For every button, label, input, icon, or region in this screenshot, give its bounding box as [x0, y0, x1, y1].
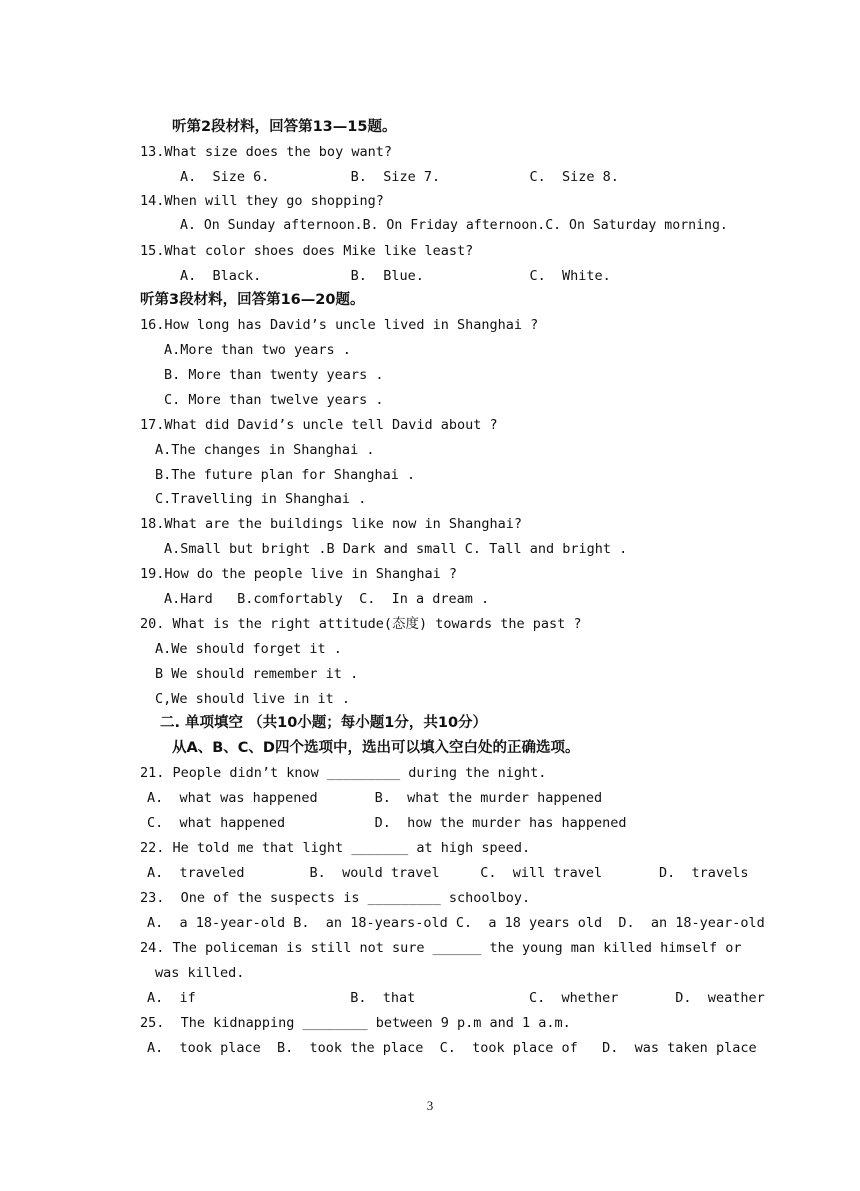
question-13: 13.What size does the boy want? — [140, 144, 392, 160]
question-19: 19.How do the people live in Shanghai ? — [140, 566, 457, 582]
section-heading-part2: 听第2段材料，回答第13—15题。 — [172, 119, 397, 135]
question-21: 21. People didn’t know _________ during the night. — [140, 765, 547, 781]
options-19: A.Hard B.comfortably C. In a dream . — [164, 591, 490, 607]
options-24: A. if B. that C. whether D. weather — [147, 990, 765, 1006]
question-15: 15.What color shoes does Mike like least? — [140, 243, 474, 259]
page-number: 3 — [426, 1098, 434, 1113]
option-17b: B.The future plan for Shanghai . — [155, 467, 416, 483]
question-23: 23. One of the suspects is _________ schoolboy. — [140, 890, 531, 906]
question-24: 24. The policeman is still not sure ______ the young man killed himself or — [140, 940, 742, 956]
options-15: A. Black. B. Blue. C. White. — [180, 268, 611, 284]
options-22: A. traveled B. would travel C. will travel D. travels — [147, 865, 749, 881]
question-22: 22. He told me that light _______ at high speed. — [140, 840, 531, 856]
section-instructions: 从A、B、C、D四个选项中，选出可以填入空白处的正确选项。 — [172, 740, 580, 756]
option-20b: B We should remember it . — [155, 666, 359, 682]
question-18: 18.What are the buildings like now in Shanghai? — [140, 516, 523, 532]
question-24-cont: was killed. — [155, 965, 245, 981]
section-heading-part3: 听第3段材料，回答第16—20题。 — [140, 292, 365, 308]
option-16b: B. More than twenty years . — [164, 367, 384, 383]
options-23: A. a 18-year-old B. an 18-years-old C. a 18 years old D. an 18-year-old — [147, 915, 765, 931]
option-17a: A.The changes in Shanghai . — [155, 442, 375, 458]
option-16c: C. More than twelve years . — [164, 392, 384, 408]
question-17: 17.What did David’s uncle tell David about ? — [140, 417, 498, 433]
options-21-ab: A. what was happened B. what the murder happened — [147, 790, 603, 806]
question-20: 20. What is the right attitude(态度) towards the past ? — [140, 616, 582, 632]
option-20a: A.We should forget it . — [155, 641, 342, 657]
options-14: A. On Sunday afternoon.B. On Friday afternoon.C. On Saturday morning. — [180, 218, 728, 233]
option-17c: C.Travelling in Shanghai . — [155, 491, 367, 507]
option-20c: C,We should live in it . — [155, 691, 351, 707]
question-16: 16.How long has David’s uncle lived in Shanghai ? — [140, 317, 539, 333]
options-25: A. took place B. took the place C. took place of D. was taken place — [147, 1040, 757, 1056]
options-21-cd: C. what happened D. how the murder has happened — [147, 815, 627, 831]
section-heading-single-choice: 二. 单项填空 （共10小题；每小题1分，共10分） — [160, 715, 488, 731]
options-13: A. Size 6. B. Size 7. C. Size 8. — [180, 169, 619, 185]
question-14: 14.When will they go shopping? — [140, 193, 384, 209]
options-18: A.Small but bright .B Dark and small C. Tall and bright . — [164, 541, 628, 557]
question-25: 25. The kidnapping ________ between 9 p.m and 1 a.m. — [140, 1015, 571, 1031]
option-16a: A.More than two years . — [164, 342, 351, 358]
